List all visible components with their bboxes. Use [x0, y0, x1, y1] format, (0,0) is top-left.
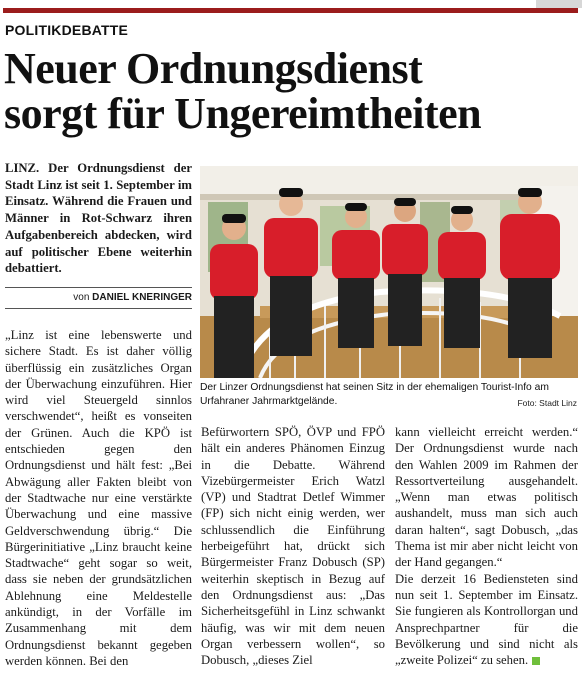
- body-paragraph-final: [395, 571, 578, 669]
- byline-author: DANIEL KNERINGER: [92, 292, 192, 303]
- headline: [4, 46, 578, 136]
- lead-location: LINZ.: [5, 161, 40, 175]
- lead-text: Der Ordnungsdienst der Stadt Linz ist seit 1. September im Einsatz. Während die Frauen und Männer in Rot-Schwarz ihren Aufgabenbereich abdecken, wird auf politischer Ebene weiterhin debattiert.: [5, 161, 193, 276]
- byline: [5, 292, 192, 303]
- body-column-3: [395, 424, 578, 668]
- headline-line-1: Neuer Ordnungsdienst: [4, 44, 423, 93]
- section-kicker: POLITIKDEBATTE: [5, 22, 129, 38]
- headline-line-2: sorgt für Ungereimtheiten: [4, 89, 482, 138]
- body-column-2: [201, 424, 385, 668]
- section-accent-bar: [3, 8, 578, 13]
- byline-prefix: von: [73, 292, 90, 303]
- lead-paragraph: [5, 160, 192, 277]
- team-photo: [200, 166, 578, 378]
- article-end-mark-icon: [532, 657, 540, 665]
- body-column-1: [5, 327, 192, 669]
- body-paragraph: kann vielleicht erreicht werden.“ Der Ordnungsdienst wurde nach den Wahlen 2009 im Rahmen der Ressortverteilung ausgehandelt. „Wenn man etwas politisch aushandelt, muss man sich auch daran halten“, sagt Dobusch, „das Thema ist mir aber nicht leicht von der Hand gegangen.“: [395, 425, 578, 570]
- byline-divider: [5, 308, 192, 309]
- body-paragraph: „Linz ist eine lebenswerte und sichere Stadt. Es ist daher völlig überflüssig ein zusätzliches Organ der Überwachung einzuführen. Hier wird viel Steuergeld sinnlos verschwendet“, heißt es vonseiten der Grünen. Auch die KPÖ ist entschieden gegen den Ordnungsdienst und hält fest: „Bei Abwägung aller Fakten bleibt von der Stadtwache nur eine verstärkte Überwachung und eine massive Geldverschwendung übrig.“ Die Bürgerinitiative „Linz braucht keine Stadtwache“ geht sogar so weit, dass sie neben der grundsätzlichen Ablehnung eine Meldestelle ankündigt, in der Vorfälle im Zusammenhang mit dem Ordnungsdienst bekannt gegeben werden können. Bei den: [5, 328, 192, 668]
- team-photo-illustration: [200, 166, 578, 378]
- header-corner-block: [536, 0, 582, 8]
- body-paragraph: Befürwortern SPÖ, ÖVP und FPÖ hält ein anderes Phänomen Einzug in die Debatte. Während Vizebürgermeister Erich Watzl (VP) und Stadtrat Detlef Wimmer (FP) sich nicht einig werden, wer schlussendlich die Einführung herbeigeführt hat, drückt sich Bürgermeister Franz Dobusch (SP) weiterhin skeptisch in Bezug auf den Ordnungsdienst aus: „Das Sicherheitsgefühl in Linz schwankt häufig, was wir mit dem neuen Organ verbessern wollen“, so Dobusch, „dieses Ziel: [201, 425, 385, 668]
- photo-caption: Der Linzer Ordnungsdienst hat seinen Sitz in der ehemaligen Tourist-Info am Urfahraner Jahrmarktgelände.: [200, 382, 549, 407]
- photo-credit: Foto: Stadt Linz: [517, 398, 577, 408]
- body-paragraph-final-text: Die derzeit 16 Bediensteten sind nun seit 1. September im Einsatz. Sie fungieren als Kontrollorgan und Ansprechpartner für die Bevölkerung und sind nicht als „zweite Polizei“ zu sehen.: [395, 571, 578, 668]
- lead-divider: [5, 287, 192, 288]
